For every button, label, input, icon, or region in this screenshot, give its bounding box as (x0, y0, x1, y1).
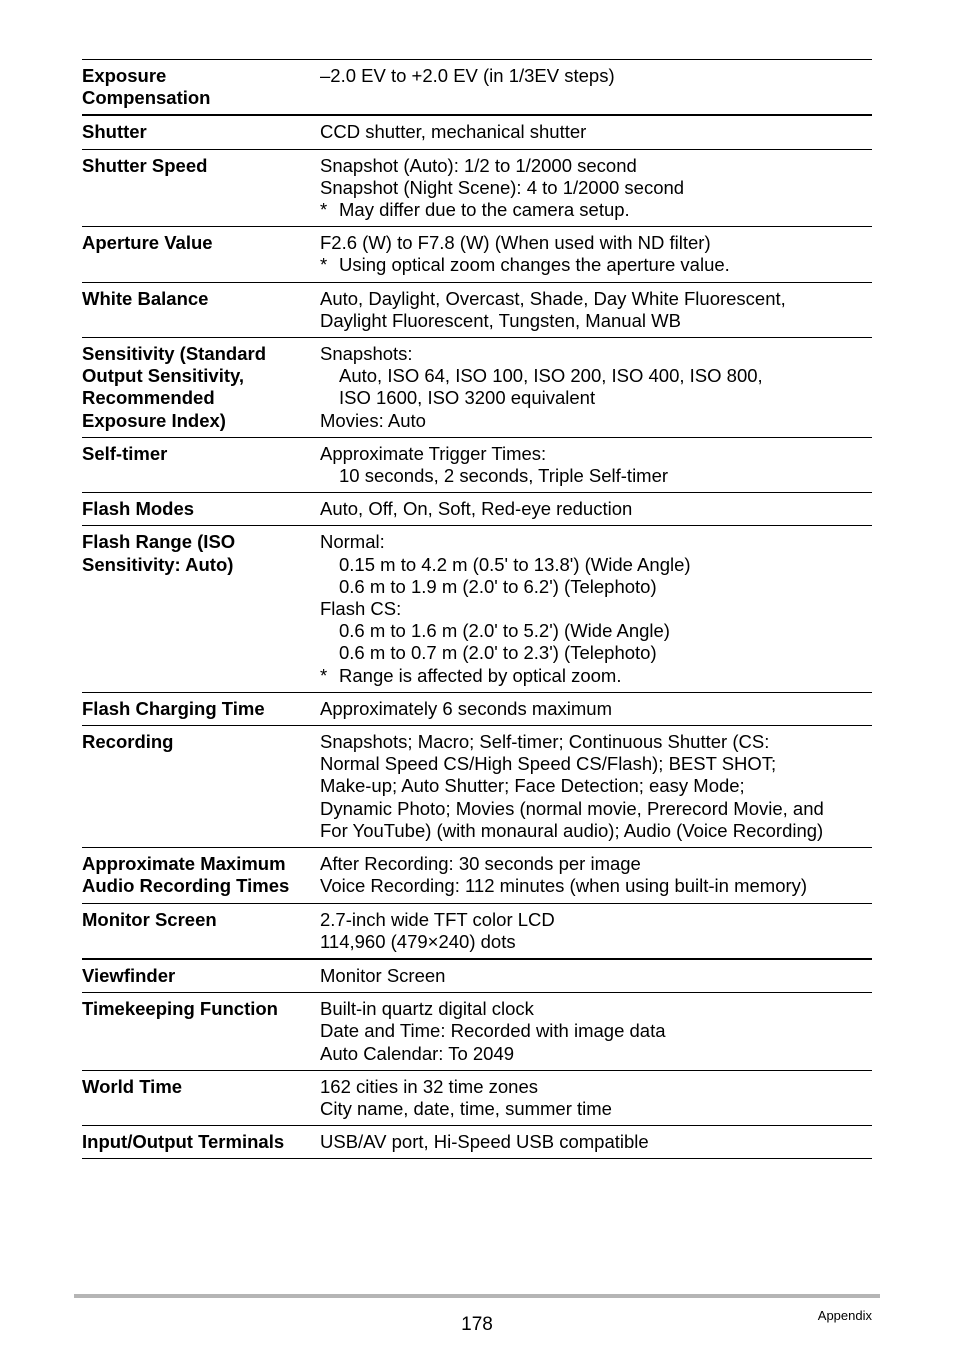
spec-label-line: Exposure Index) (82, 409, 226, 431)
spec-value (320, 155, 872, 222)
spec-label-line: Recording (82, 731, 174, 753)
footer-divider (74, 1294, 880, 1298)
spec-value-line: 114,960 (479×240) dots (320, 930, 516, 952)
spec-value (320, 965, 872, 987)
spec-label (82, 531, 320, 686)
spec-label-line: Compensation (82, 87, 211, 109)
spec-label-line: Recommended (82, 387, 215, 409)
spec-label (82, 698, 320, 720)
spec-label-line: White Balance (82, 287, 209, 309)
spec-label (82, 498, 320, 520)
spec-row (82, 960, 872, 993)
spec-label (82, 998, 320, 1065)
spec-label (82, 1076, 320, 1120)
spec-value-line: For YouTube) (with monaural audio); Audio (Voice Recording) (320, 819, 824, 841)
spec-label (82, 343, 320, 432)
spec-label (82, 65, 320, 109)
spec-value-line: Normal Speed CS/High Speed CS/Flash); BEST SHOT; (320, 753, 777, 775)
spec-value-line: 10 seconds, 2 seconds, Triple Self-timer (339, 465, 669, 487)
spec-row (82, 526, 872, 692)
spec-label-line: Monitor Screen (82, 908, 217, 930)
spec-label-line: Exposure (82, 65, 167, 86)
spec-row (82, 438, 872, 493)
spec-row (82, 726, 872, 848)
spec-value-line: Flash CS: (320, 598, 402, 620)
spec-value-line: Movies: Auto (320, 409, 426, 431)
specifications-table (82, 59, 872, 1159)
spec-note-line (320, 254, 872, 276)
spec-value-line: 162 cities in 32 time zones (320, 1075, 539, 1097)
spec-row (82, 116, 872, 149)
spec-value-line: –2.0 EV to +2.0 EV (in 1/3EV steps) (320, 65, 615, 86)
spec-label (82, 853, 320, 897)
page-number: 178 (461, 1314, 493, 1335)
spec-value (320, 232, 872, 276)
note-asterisk: * (320, 254, 328, 276)
spec-label-line: Self-timer (82, 442, 168, 464)
spec-value (320, 1131, 872, 1153)
spec-value (320, 288, 872, 332)
spec-value-line: Dynamic Photo; Movies (normal movie, Prerecord Movie, and (320, 797, 824, 819)
spec-row (82, 227, 872, 282)
note-text: May differ due to the camera setup. (339, 199, 630, 221)
spec-label-line: Shutter (82, 121, 147, 143)
spec-value-line: Snapshots; Macro; Self-timer; Continuous Shutter (CS: (320, 731, 770, 753)
spec-note-line (320, 665, 872, 687)
spec-row (82, 1126, 872, 1159)
spec-value (320, 343, 872, 432)
spec-value-line: 0.6 m to 0.7 m (2.0' to 2.3') (Telephoto) (339, 642, 657, 664)
spec-label-line: Viewfinder (82, 964, 176, 986)
spec-label-line: Sensitivity: Auto) (82, 553, 234, 575)
spec-label-line: Audio Recording Times (82, 875, 290, 897)
spec-label-line: Output Sensitivity, (82, 365, 245, 387)
spec-label-line: Timekeeping Function (82, 998, 278, 1020)
spec-label (82, 288, 320, 332)
spec-label-line: Flash Charging Time (82, 697, 265, 719)
spec-row (82, 60, 872, 116)
spec-value (320, 531, 872, 686)
spec-value-line: Snapshots: (320, 343, 413, 365)
spec-label-line: Flash Modes (82, 498, 195, 520)
spec-value-line: USB/AV port, Hi-Speed USB compatible (320, 1131, 649, 1153)
note-asterisk: * (320, 664, 328, 686)
spec-label-line: Input/Output Terminals (82, 1131, 285, 1153)
spec-value-line: CCD shutter, mechanical shutter (320, 121, 587, 143)
spec-row (82, 904, 872, 960)
spec-value-line: Approximate Trigger Times: (320, 442, 547, 464)
spec-value-line: City name, date, time, summer time (320, 1097, 612, 1119)
spec-value-line: Built-in quartz digital clock (320, 998, 534, 1020)
spec-value (320, 909, 872, 953)
spec-value (320, 121, 872, 143)
spec-value-line: 0.6 m to 1.6 m (2.0' to 5.2') (Wide Angle) (339, 620, 670, 642)
note-asterisk: * (320, 199, 328, 221)
spec-value-line: Monitor Screen (320, 964, 446, 986)
spec-value (320, 853, 872, 897)
spec-row (82, 848, 872, 903)
spec-value-line: Daylight Fluorescent, Tungsten, Manual WB (320, 309, 681, 331)
spec-label-line: Flash Range (ISO (82, 531, 236, 553)
spec-value-line: Make-up; Auto Shutter; Face Detection; easy Mode; (320, 775, 745, 797)
spec-value (320, 65, 872, 109)
spec-value-line: Auto, Daylight, Overcast, Shade, Day White Fluorescent, (320, 287, 786, 309)
spec-value-line: Approximately 6 seconds maximum (320, 697, 612, 719)
section-name: Appendix (817, 1308, 872, 1323)
spec-value-line: Snapshot (Night Scene): 4 to 1/2000 second (320, 176, 685, 198)
note-text: Using optical zoom changes the aperture value. (339, 254, 730, 276)
spec-value (320, 731, 872, 842)
spec-value-line: Normal: (320, 531, 385, 553)
spec-value-line: Auto, ISO 64, ISO 100, ISO 200, ISO 400, ISO 800, (339, 365, 763, 387)
spec-label (82, 965, 320, 987)
spec-label (82, 155, 320, 222)
spec-value (320, 1076, 872, 1120)
spec-value-line: Auto Calendar: To 2049 (320, 1042, 515, 1064)
spec-value-line: Date and Time: Recorded with image data (320, 1020, 666, 1042)
note-text: Range is affected by optical zoom. (339, 664, 622, 686)
spec-value-line: Auto, Off, On, Soft, Red-eye reduction (320, 498, 633, 520)
spec-value-line: 2.7-inch wide TFT color LCD (320, 908, 555, 930)
spec-value (320, 498, 872, 520)
spec-label (82, 909, 320, 953)
spec-label-line: Sensitivity (Standard (82, 343, 267, 365)
spec-label (82, 121, 320, 143)
spec-row (82, 993, 872, 1071)
spec-row (82, 693, 872, 726)
spec-value-line: Voice Recording: 112 minutes (when using built-in memory) (320, 875, 808, 897)
spec-value (320, 998, 872, 1065)
spec-label (82, 731, 320, 842)
spec-label-line: Aperture Value (82, 232, 213, 254)
spec-value-line: 0.15 m to 4.2 m (0.5' to 13.8') (Wide Angle) (339, 553, 691, 575)
spec-row (82, 493, 872, 526)
spec-note-line (320, 199, 872, 221)
spec-value (320, 698, 872, 720)
spec-value-line: Snapshot (Auto): 1/2 to 1/2000 second (320, 154, 637, 176)
spec-row (82, 1071, 872, 1126)
spec-row (82, 283, 872, 338)
spec-label (82, 1131, 320, 1153)
spec-value-line: ISO 1600, ISO 3200 equivalent (339, 387, 596, 409)
spec-row (82, 338, 872, 438)
spec-label-line: World Time (82, 1075, 183, 1097)
spec-value-line: F2.6 (W) to F7.8 (W) (When used with ND filter) (320, 232, 711, 254)
spec-label (82, 232, 320, 276)
spec-value-line: 0.6 m to 1.9 m (2.0' to 6.2') (Telephoto) (339, 575, 657, 597)
spec-value (320, 443, 872, 487)
spec-row (82, 150, 872, 228)
spec-label-line: Approximate Maximum (82, 853, 286, 875)
spec-value-line: After Recording: 30 seconds per image (320, 853, 641, 875)
spec-label-line: Shutter Speed (82, 154, 208, 176)
spec-label (82, 443, 320, 487)
